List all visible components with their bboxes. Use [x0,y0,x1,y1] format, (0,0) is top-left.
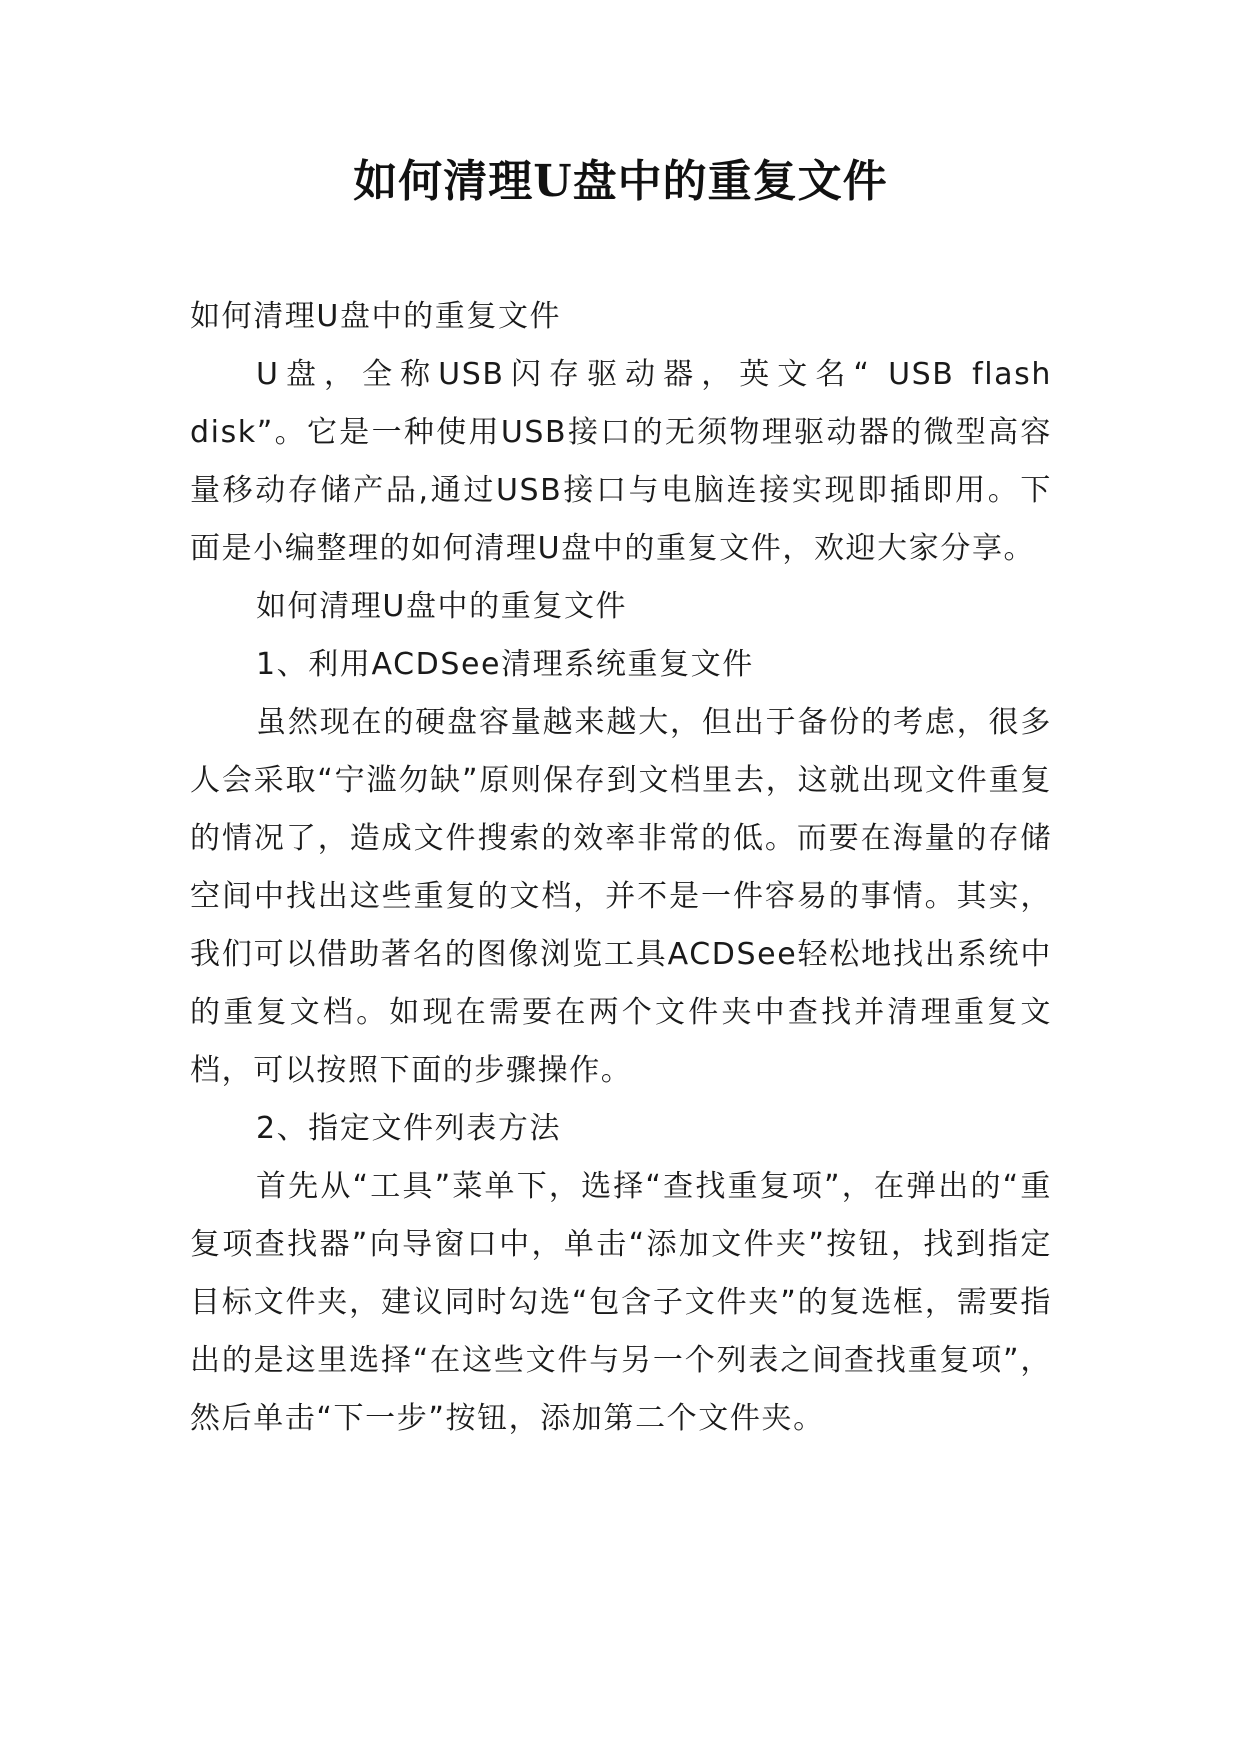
paragraph-step-2-heading: 2、指定文件列表方法 [256,1111,562,1146]
paragraph-section-heading: 如何清理U盘中的重复文件 [256,589,628,624]
paragraph-intro: U盘，全称USB闪存驱动器，英文名“ USB flash disk”。它是一种使用USB接口的无须物理驱动器的微型高容量移动存储产品,通过USB接口与电脑连接实现即插即用。下面是小编整理的如何清理U盘中的重复文件，欢迎大家分享。 [190,357,1052,566]
document-body [190,288,1052,1448]
paragraph-step-1-heading: 1、利用ACDSee清理系统重复文件 [256,647,754,682]
document-title: 如何清理U盘中的重复文件 [353,156,888,207]
paragraph-step-1-body: 虽然现在的硬盘容量越来越大，但出于备份的考虑，很多人会采取“宁滥勿缺”原则保存到文档里去，这就出现文件重复的情况了，造成文件搜索的效率非常的低。而要在海量的存储空间中找出这些重复的文档，并不是一件容易的事情。其实，我们可以借助著名的图像浏览工具ACDSee轻松地找出系统中的重复文档。如现在需要在两个文件夹中查找并清理重复文档，可以按照下面的步骤操作。 [190,705,1052,1088]
paragraph-step-2-body: 首先从“工具”菜单下，选择“查找重复项”，在弹出的“重复项查找器”向导窗口中，单击“添加文件夹”按钮，找到指定目标文件夹，建议同时勾选“包含子文件夹”的复选框，需要指出的是这里选择“在这些文件与另一个列表之间查找重复项”，然后单击“下一步”按钮，添加第二个文件夹。 [190,1169,1052,1436]
paragraph-subtitle: 如何清理U盘中的重复文件 [190,299,562,334]
